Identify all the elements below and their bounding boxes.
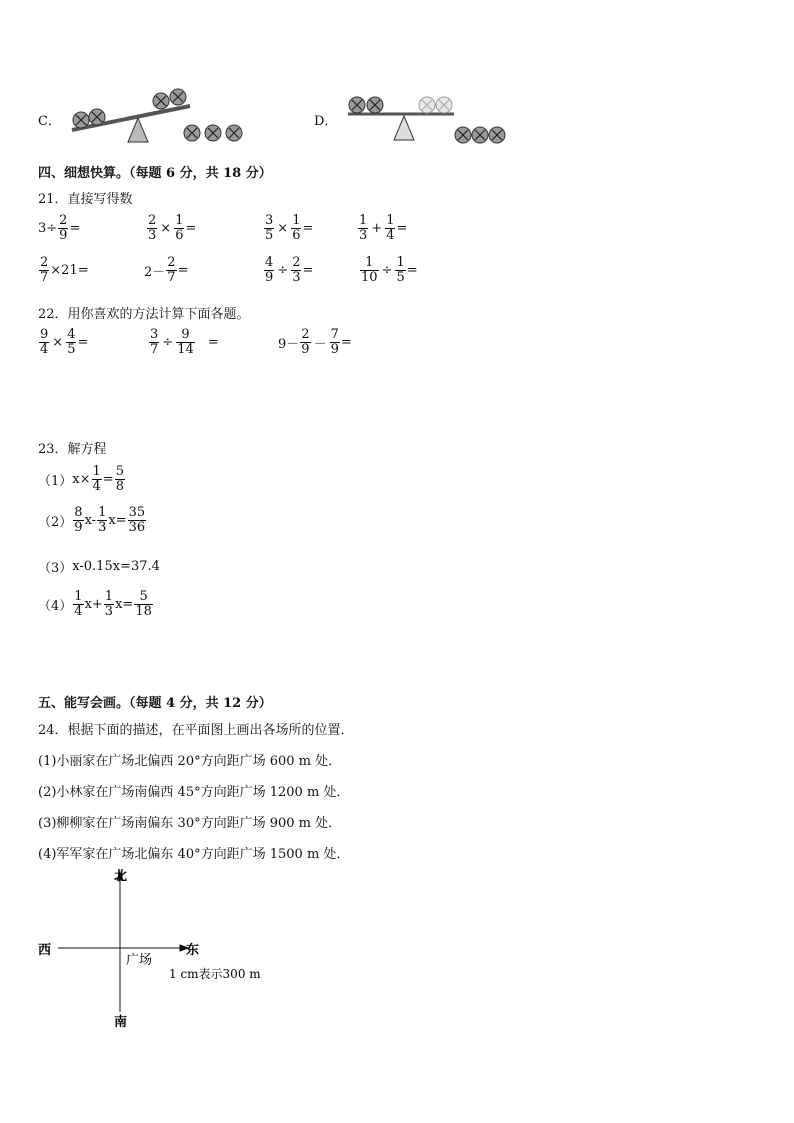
- section-5-title: 五、能写会画。（每题 4 分，共 12 分）: [38, 696, 272, 711]
- west-label: 西: [38, 943, 52, 958]
- q21-expr-8: $\frac{1}{10}$ ÷ $\frac{1}{5}$ =: [361, 255, 418, 285]
- compass-map: [30, 866, 280, 1036]
- q23-equation-4: （4） $\frac{1}{4}$ x+ $\frac{1}{3}$ x= $\frac{5}{18}$: [38, 589, 152, 619]
- q23-title: 23．解方程: [38, 442, 107, 457]
- q24-item-3: (3)柳柳家在广场南偏东 30°方向距广场 900 m 处．: [38, 816, 342, 831]
- north-label: 北: [114, 869, 128, 884]
- option-c-label: C．: [38, 114, 61, 129]
- q21-expr-4: $\frac{1}{3}$ + $\frac{1}{4}$ =: [359, 213, 408, 243]
- q24-item-4: (4)军军家在广场北偏东 40°方向距广场 1500 m 处．: [38, 847, 350, 862]
- q23-equation-1: （1） x× $\frac{1}{4}$ = $\frac{5}{8}$: [38, 464, 124, 494]
- q21-expr-3: $\frac{3}{5}$ × $\frac{1}{6}$ =: [265, 213, 314, 243]
- q22-title: 22．用你喜欢的方法计算下面各题。: [38, 307, 250, 322]
- scale-label: 1 cm表示300 m: [169, 967, 261, 981]
- q21-expr-6: 2－ $\frac{2}{7}$ =: [144, 255, 189, 285]
- center-label: 广场: [126, 953, 153, 968]
- q22-expr-3: 9－ $\frac{2}{9}$ － $\frac{7}{9}$ =: [278, 327, 352, 357]
- section-4-title: 四、细想快算。（每题 6 分，共 18 分）: [38, 166, 272, 181]
- q24-item-2: (2)小林家在广场南偏西 45°方向距广场 1200 m 处．: [38, 785, 350, 800]
- balance-c-figure: [68, 86, 248, 148]
- option-d-label: D．: [314, 114, 338, 129]
- q21-expr-2: $\frac{2}{3}$ × $\frac{1}{6}$ =: [148, 213, 197, 243]
- q22-expr-2: $\frac{3}{7}$ ÷ $\frac{9}{14}$ =: [150, 327, 219, 357]
- q21-title: 21．直接写得数: [38, 192, 133, 207]
- q23-equation-3: （3） x-0.15x=37.4: [38, 559, 160, 576]
- q24-title: 24．根据下面的描述，在平面图上画出各场所的位置．: [38, 723, 354, 738]
- q21-expr-1: 3÷ $\frac{2}{9}$ =: [38, 213, 81, 243]
- q21-expr-7: $\frac{4}{9}$ ÷ $\frac{2}{3}$ =: [265, 255, 314, 285]
- q22-expr-1: $\frac{9}{4}$ × $\frac{4}{5}$ =: [40, 327, 89, 357]
- south-label: 南: [114, 1015, 128, 1030]
- balance-d-figure: [342, 90, 507, 148]
- east-label: 东: [186, 943, 200, 958]
- q24-item-1: (1)小丽家在广场北偏西 20°方向距广场 600 m 处．: [38, 754, 342, 769]
- q21-expr-5: $\frac{2}{7}$ ×21=: [40, 255, 89, 285]
- q23-equation-2: （2） $\frac{8}{9}$ x- $\frac{1}{3}$ x= $\frac{35}{36}$: [38, 505, 146, 535]
